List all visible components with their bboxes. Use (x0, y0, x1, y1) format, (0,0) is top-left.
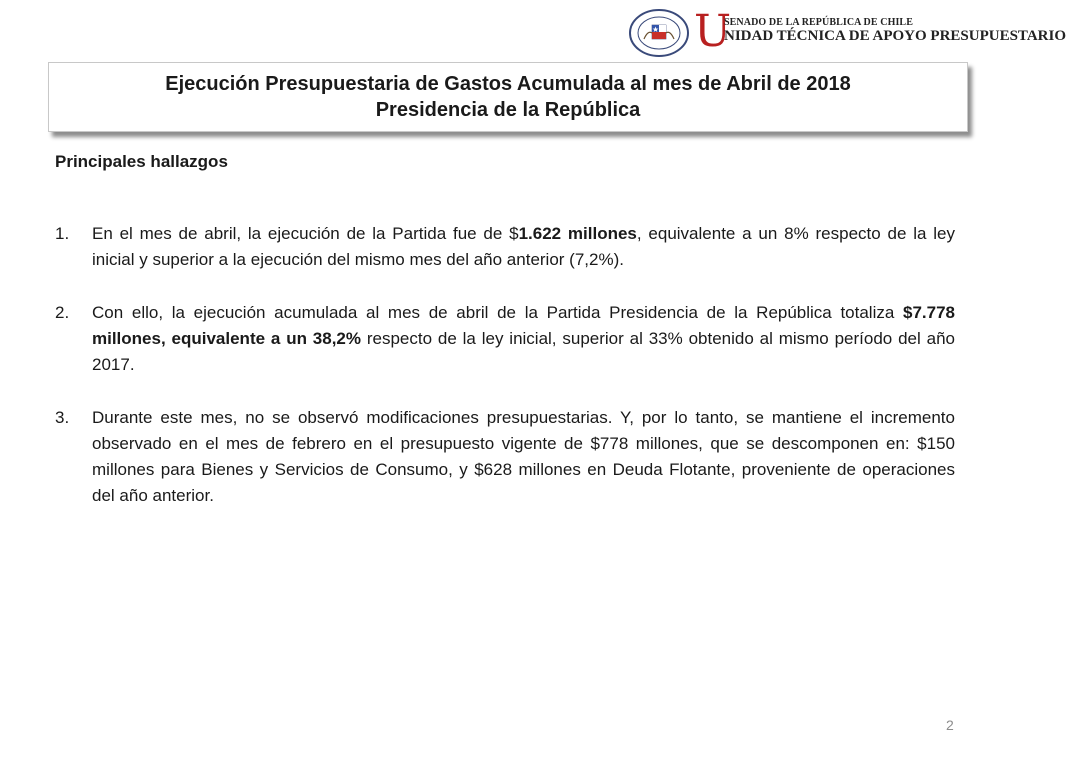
finding-text: Durante este mes, no se observó modificaciones presupuestarias. Y, por lo tanto, se mantiene el incremento observado en el mes de febrero en el presupuesto vigente de $778 millones, que se descomponen en: $150 millones para Bienes y Servicios de Consumo, y $628 millones en Deuda Flotante, proveniente de operaciones del año anterior. (92, 408, 955, 505)
logo-senate-text: SENADO DE LA REPÚBLICA DE CHILE (724, 17, 913, 28)
finding-text: respecto de la ley inicial, superior al 33% obtenido al mismo período del año 2017. (92, 329, 955, 374)
findings-list (55, 221, 955, 536)
finding-item (55, 300, 955, 378)
finding-number: 1. (55, 224, 70, 243)
logo-letter-u: U (694, 6, 732, 57)
finding-text: Con ello, la ejecución acumulada al mes de abril de la Partida Presidencia de la República totaliza (92, 303, 903, 322)
page-title: Ejecución Presupuestaria de Gastos Acumulada al mes de Abril de 2018 (165, 73, 851, 95)
finding-highlight: 1.622 millones (518, 224, 637, 243)
finding-text: En el mes de abril, la ejecución de la Partida fue de $ (92, 224, 519, 243)
section-heading: Principales hallazgos (55, 152, 228, 171)
senate-logo (628, 6, 1066, 58)
page-number: 2 (946, 717, 954, 733)
logo-unit-text: NIDAD TÉCNICA DE APOYO PRESUPUESTARIO (724, 28, 1066, 44)
page-subtitle: Presidencia de la República (375, 99, 641, 121)
finding-number: 2. (55, 303, 70, 322)
title-box (48, 62, 968, 132)
finding-item (55, 221, 955, 273)
finding-item (55, 405, 955, 509)
finding-text: , equivalente a un 8% respecto de la ley inicial y superior a la ejecución del mismo mes del año anterior (7,2%). (92, 224, 955, 269)
finding-highlight: $7.778 millones, equivalente a un 38,2% (92, 303, 955, 348)
senate-seal-icon (628, 8, 690, 58)
finding-number: 3. (55, 408, 70, 427)
